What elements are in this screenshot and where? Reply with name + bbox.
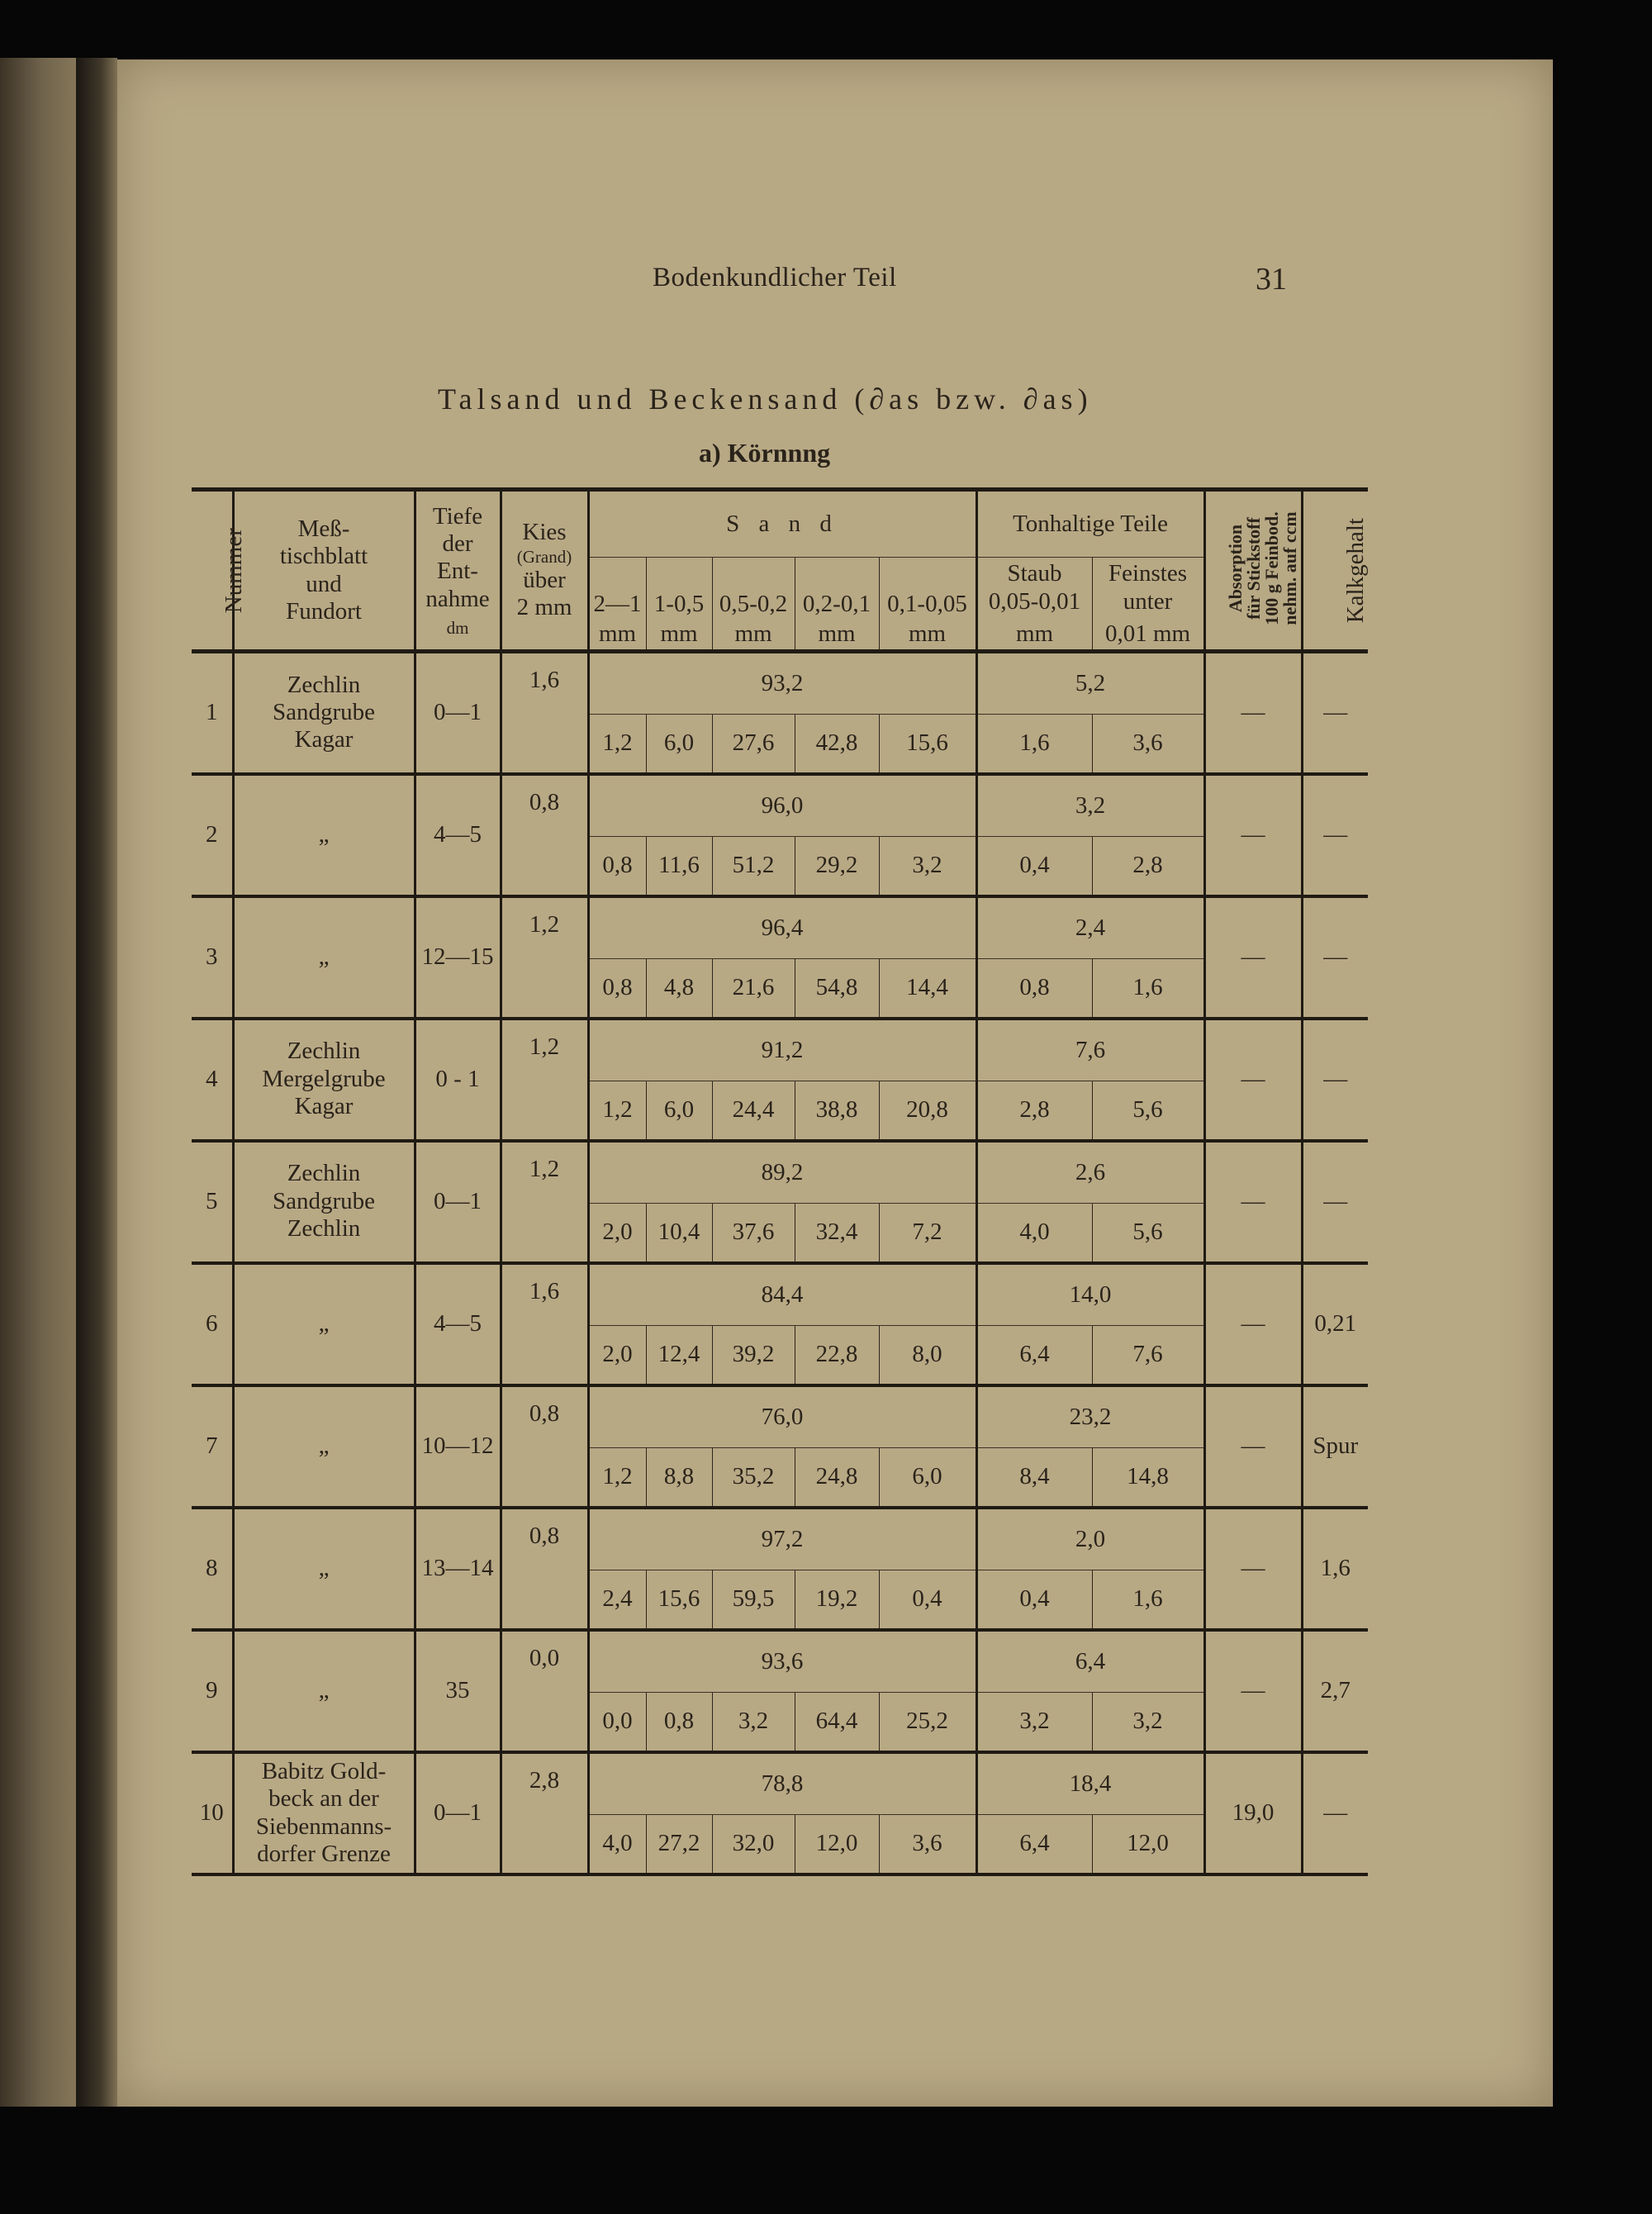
sand-fraction-value: 2,4 <box>588 1570 646 1630</box>
row-number: 7 <box>192 1385 233 1508</box>
sand-fraction-value: 3,2 <box>879 837 976 896</box>
fundort-line: Mergelgrube <box>262 1065 386 1092</box>
fundort <box>233 1263 415 1385</box>
kies-value: 0,8 <box>501 1508 588 1630</box>
absorption-value: — <box>1204 1630 1302 1752</box>
ton-total: 18,4 <box>976 1752 1204 1815</box>
staub-value: 3,2 <box>976 1693 1092 1752</box>
sand-fraction-value: 0,8 <box>588 837 646 896</box>
ton-total: 2,6 <box>976 1141 1204 1204</box>
ton-total: 23,2 <box>976 1385 1204 1448</box>
fundort <box>233 652 415 774</box>
sand-fraction-value: 32,4 <box>795 1204 879 1263</box>
tiefe-value: 0—1 <box>415 1141 501 1263</box>
unit-mm: mm <box>879 619 976 652</box>
kalk-value: — <box>1302 652 1368 774</box>
sand-fraction-value: 51,2 <box>712 837 795 896</box>
unit-mm: mm <box>588 619 646 652</box>
sand-fraction-value: 1,2 <box>588 1081 646 1141</box>
kies-value: 0,8 <box>501 774 588 896</box>
fundort-line: beck an der <box>268 1785 379 1813</box>
sand-fraction-value: 6,0 <box>879 1448 976 1508</box>
fundort <box>233 1385 415 1508</box>
row-number: 1 <box>192 652 233 774</box>
row-number: 4 <box>192 1019 233 1141</box>
sand-fraction-value: 35,2 <box>712 1448 795 1508</box>
staub-value: 1,6 <box>976 715 1092 774</box>
tiefe-value: 13—14 <box>415 1508 501 1630</box>
fundort-line: „ <box>318 1432 330 1459</box>
feinstes-value: 5,6 <box>1092 1204 1204 1263</box>
staub-value: 0,4 <box>976 1570 1092 1630</box>
feinstes-value: 1,6 <box>1092 1570 1204 1630</box>
staub-value: 0,4 <box>976 837 1092 896</box>
fundort-line: „ <box>318 1676 330 1703</box>
table-row <box>192 774 1368 837</box>
sand-fraction-value: 15,6 <box>646 1570 712 1630</box>
fundort <box>233 1019 415 1141</box>
col-kies: Kies (Grand) über 2 mm <box>501 490 588 652</box>
kies-value: 1,2 <box>501 1019 588 1141</box>
sand-fraction-value: 7,2 <box>879 1204 976 1263</box>
table-row <box>192 1141 1368 1204</box>
kies-value: 1,2 <box>501 896 588 1019</box>
sand-total: 96,0 <box>588 774 976 837</box>
kalk-value: 1,6 <box>1302 1508 1368 1630</box>
row-number: 5 <box>192 1141 233 1263</box>
kalk-value: — <box>1302 1019 1368 1141</box>
kies-value: 1,2 <box>501 1141 588 1263</box>
tiefe-value: 12—15 <box>415 896 501 1019</box>
table-row <box>192 1630 1368 1693</box>
table-header <box>192 490 1368 652</box>
sand-fraction-value: 0,8 <box>588 959 646 1019</box>
sand-fraction-value: 64,4 <box>795 1693 879 1752</box>
sand-fraction-value: 8,8 <box>646 1448 712 1508</box>
absorption-value: — <box>1204 774 1302 896</box>
sand-fraction-value: 12,4 <box>646 1326 712 1385</box>
sand-fraction-5: 0,1-0,05 <box>879 558 976 619</box>
sand-total: 84,4 <box>588 1263 976 1326</box>
feinstes-value: 14,8 <box>1092 1448 1204 1508</box>
feinstes-value: 3,6 <box>1092 715 1204 774</box>
sand-fraction-value: 4,8 <box>646 959 712 1019</box>
sand-fraction-value: 0,4 <box>879 1570 976 1630</box>
unit-mm: mm <box>646 619 712 652</box>
fundort-line: Zechlin <box>287 671 361 698</box>
table-row <box>192 1019 1368 1081</box>
ton-total: 2,4 <box>976 896 1204 959</box>
kalk-value: — <box>1302 1752 1368 1874</box>
sand-fraction-value: 4,0 <box>588 1815 646 1874</box>
absorption-value: — <box>1204 1141 1302 1263</box>
absorption-value: — <box>1204 1385 1302 1508</box>
sand-total: 93,6 <box>588 1630 976 1693</box>
sand-fraction-value: 59,5 <box>712 1570 795 1630</box>
sand-total: 89,2 <box>588 1141 976 1204</box>
kalk-value: — <box>1302 896 1368 1019</box>
sand-fraction-value: 39,2 <box>712 1326 795 1385</box>
sand-fraction-value: 1,2 <box>588 1448 646 1508</box>
kalk-value: — <box>1302 1141 1368 1263</box>
fundort <box>233 1630 415 1752</box>
col-kalkgehalt: Kalkgehalt <box>1302 490 1368 652</box>
sand-fraction-value: 21,6 <box>712 959 795 1019</box>
sand-fraction-value: 24,4 <box>712 1081 795 1141</box>
sand-fraction-3: 0,5-0,2 <box>712 558 795 619</box>
fundort <box>233 1141 415 1263</box>
tiefe-value: 0—1 <box>415 1752 501 1874</box>
ton-total: 3,2 <box>976 774 1204 837</box>
table-subtitle: a) Körnnng <box>699 438 831 468</box>
sand-fraction-value: 6,0 <box>646 1081 712 1141</box>
sand-fraction-value: 0,8 <box>646 1693 712 1752</box>
table-row <box>192 1385 1368 1448</box>
fundort <box>233 1752 415 1874</box>
feinstes-value: 12,0 <box>1092 1815 1204 1874</box>
kalk-value: 0,21 <box>1302 1263 1368 1385</box>
sand-fraction-value: 27,6 <box>712 715 795 774</box>
sand-total: 93,2 <box>588 652 976 715</box>
absorption-value: — <box>1204 896 1302 1019</box>
tiefe-value: 35 <box>415 1630 501 1752</box>
absorption-value: 19,0 <box>1204 1752 1302 1874</box>
sand-fraction-value: 3,6 <box>879 1815 976 1874</box>
sand-fraction-value: 10,4 <box>646 1204 712 1263</box>
ton-total: 6,4 <box>976 1630 1204 1693</box>
sand-fraction-value: 29,2 <box>795 837 879 896</box>
sand-fraction-4: 0,2-0,1 <box>795 558 879 619</box>
fundort-line: Zechlin <box>287 1038 361 1065</box>
sand-fraction-1: 2—1 <box>588 558 646 619</box>
feinstes-value: 3,2 <box>1092 1693 1204 1752</box>
fundort-line: „ <box>318 1309 330 1337</box>
fundort-line: dorfer Grenze <box>257 1840 391 1867</box>
fundort-line: Babitz Gold- <box>261 1757 387 1784</box>
fundort-line: Zechlin <box>287 1215 361 1242</box>
tiefe-value: 10—12 <box>415 1385 501 1508</box>
fundort-line: Sandgrube <box>272 1187 376 1214</box>
col-absorption: Absorption für Stickstoff 100 g Feinbod. nehm. auf ccm <box>1204 490 1302 652</box>
fundort <box>233 1508 415 1630</box>
kies-value: 2,8 <box>501 1752 588 1874</box>
table-row <box>192 1263 1368 1326</box>
unit-mm: mm <box>976 619 1092 652</box>
absorption-value: — <box>1204 1508 1302 1630</box>
tiefe-value: 0—1 <box>415 652 501 774</box>
ton-total: 14,0 <box>976 1263 1204 1326</box>
sand-fraction-value: 42,8 <box>795 715 879 774</box>
sand-fraction-value: 6,0 <box>646 715 712 774</box>
kalk-value: — <box>1302 774 1368 896</box>
sand-fraction-value: 20,8 <box>879 1081 976 1141</box>
fundort-line: „ <box>318 943 330 970</box>
col-staub: Staub 0,05-0,01 <box>976 558 1092 619</box>
unit-mm: mm <box>795 619 879 652</box>
ton-total: 2,0 <box>976 1508 1204 1570</box>
staub-value: 6,4 <box>976 1815 1092 1874</box>
absorption-value: — <box>1204 652 1302 774</box>
fundort-line: Sandgrube <box>272 699 376 726</box>
absorption-value: — <box>1204 1263 1302 1385</box>
kies-value: 1,6 <box>501 1263 588 1385</box>
sand-fraction-value: 2,0 <box>588 1326 646 1385</box>
sand-fraction-value: 8,0 <box>879 1326 976 1385</box>
absorption-value: — <box>1204 1019 1302 1141</box>
sand-total: 76,0 <box>588 1385 976 1448</box>
sand-fraction-value: 32,0 <box>712 1815 795 1874</box>
sand-fraction-value: 15,6 <box>879 715 976 774</box>
col-tonhaltige: Tonhaltige Teile <box>976 490 1204 558</box>
fundort-line: Siebenmanns- <box>255 1813 392 1840</box>
table-body <box>192 652 1368 1874</box>
facing-page-edge <box>0 58 76 2107</box>
running-head: Bodenkundlicher Teil <box>653 263 897 292</box>
book-gutter <box>76 58 117 2107</box>
sand-total: 96,4 <box>588 896 976 959</box>
staub-value: 0,8 <box>976 959 1092 1019</box>
sand-fraction-value: 22,8 <box>795 1326 879 1385</box>
tiefe-value: 4—5 <box>415 774 501 896</box>
staub-value: 2,8 <box>976 1081 1092 1141</box>
sand-fraction-value: 2,0 <box>588 1204 646 1263</box>
sand-total: 91,2 <box>588 1019 976 1081</box>
kies-value: 1,6 <box>501 652 588 774</box>
kalk-value: 2,7 <box>1302 1630 1368 1752</box>
fundort-line: Kagar <box>294 1093 354 1120</box>
col-messtischblatt: Meß- tischblatt und Fundort <box>233 490 415 652</box>
col-nummer: Nummer <box>192 490 233 652</box>
sand-fraction-value: 11,6 <box>646 837 712 896</box>
tiefe-value: 4—5 <box>415 1263 501 1385</box>
ton-total: 7,6 <box>976 1019 1204 1081</box>
table-row <box>192 1752 1368 1815</box>
sand-fraction-value: 3,2 <box>712 1693 795 1752</box>
fundort <box>233 896 415 1019</box>
grain-size-table <box>192 487 1368 1876</box>
sand-fraction-value: 25,2 <box>879 1693 976 1752</box>
fundort-line: „ <box>318 820 330 848</box>
ton-total: 5,2 <box>976 652 1204 715</box>
row-number: 2 <box>192 774 233 896</box>
staub-value: 8,4 <box>976 1448 1092 1508</box>
sand-total: 97,2 <box>588 1508 976 1570</box>
table-row <box>192 652 1368 715</box>
feinstes-value: 7,6 <box>1092 1326 1204 1385</box>
sand-fraction-value: 54,8 <box>795 959 879 1019</box>
row-number: 6 <box>192 1263 233 1385</box>
staub-value: 4,0 <box>976 1204 1092 1263</box>
row-number: 8 <box>192 1508 233 1630</box>
row-number: 3 <box>192 896 233 1019</box>
feinstes-value: 1,6 <box>1092 959 1204 1019</box>
kies-value: 0,8 <box>501 1385 588 1508</box>
sand-fraction-value: 24,8 <box>795 1448 879 1508</box>
sand-fraction-value: 14,4 <box>879 959 976 1019</box>
sand-fraction-value: 1,2 <box>588 715 646 774</box>
kies-value: 0,0 <box>501 1630 588 1752</box>
sand-fraction-value: 37,6 <box>712 1204 795 1263</box>
fundort <box>233 774 415 896</box>
sand-fraction-value: 0,0 <box>588 1693 646 1752</box>
tiefe-value: 0 - 1 <box>415 1019 501 1141</box>
staub-value: 6,4 <box>976 1326 1092 1385</box>
feinstes-value: 2,8 <box>1092 837 1204 896</box>
unit-mm: mm <box>712 619 795 652</box>
fundort-line: Zechlin <box>287 1160 361 1187</box>
table-title: Talsand und Beckensand (∂as bzw. ∂as) <box>438 382 1093 416</box>
sand-fraction-2: 1-0,5 <box>646 558 712 619</box>
fundort-line: „ <box>318 1554 330 1581</box>
kalk-value: Spur <box>1302 1385 1368 1508</box>
table-row <box>192 1508 1368 1570</box>
row-number: 9 <box>192 1630 233 1752</box>
sand-fraction-value: 27,2 <box>646 1815 712 1874</box>
col-tiefe: Tiefe der Ent- nahme dm <box>415 490 501 652</box>
page-number: 31 <box>1256 262 1287 297</box>
sand-fraction-value: 19,2 <box>795 1570 879 1630</box>
sand-fraction-value: 12,0 <box>795 1815 879 1874</box>
row-number: 10 <box>192 1752 233 1874</box>
feinstes-range: 0,01 mm <box>1092 619 1204 652</box>
fundort-line: Kagar <box>294 726 354 753</box>
sand-total: 78,8 <box>588 1752 976 1815</box>
sand-fraction-value: 38,8 <box>795 1081 879 1141</box>
col-feinstes: Feinstes unter <box>1092 558 1204 619</box>
table-row <box>192 896 1368 959</box>
feinstes-value: 5,6 <box>1092 1081 1204 1141</box>
col-sand: S a n d <box>588 490 976 558</box>
